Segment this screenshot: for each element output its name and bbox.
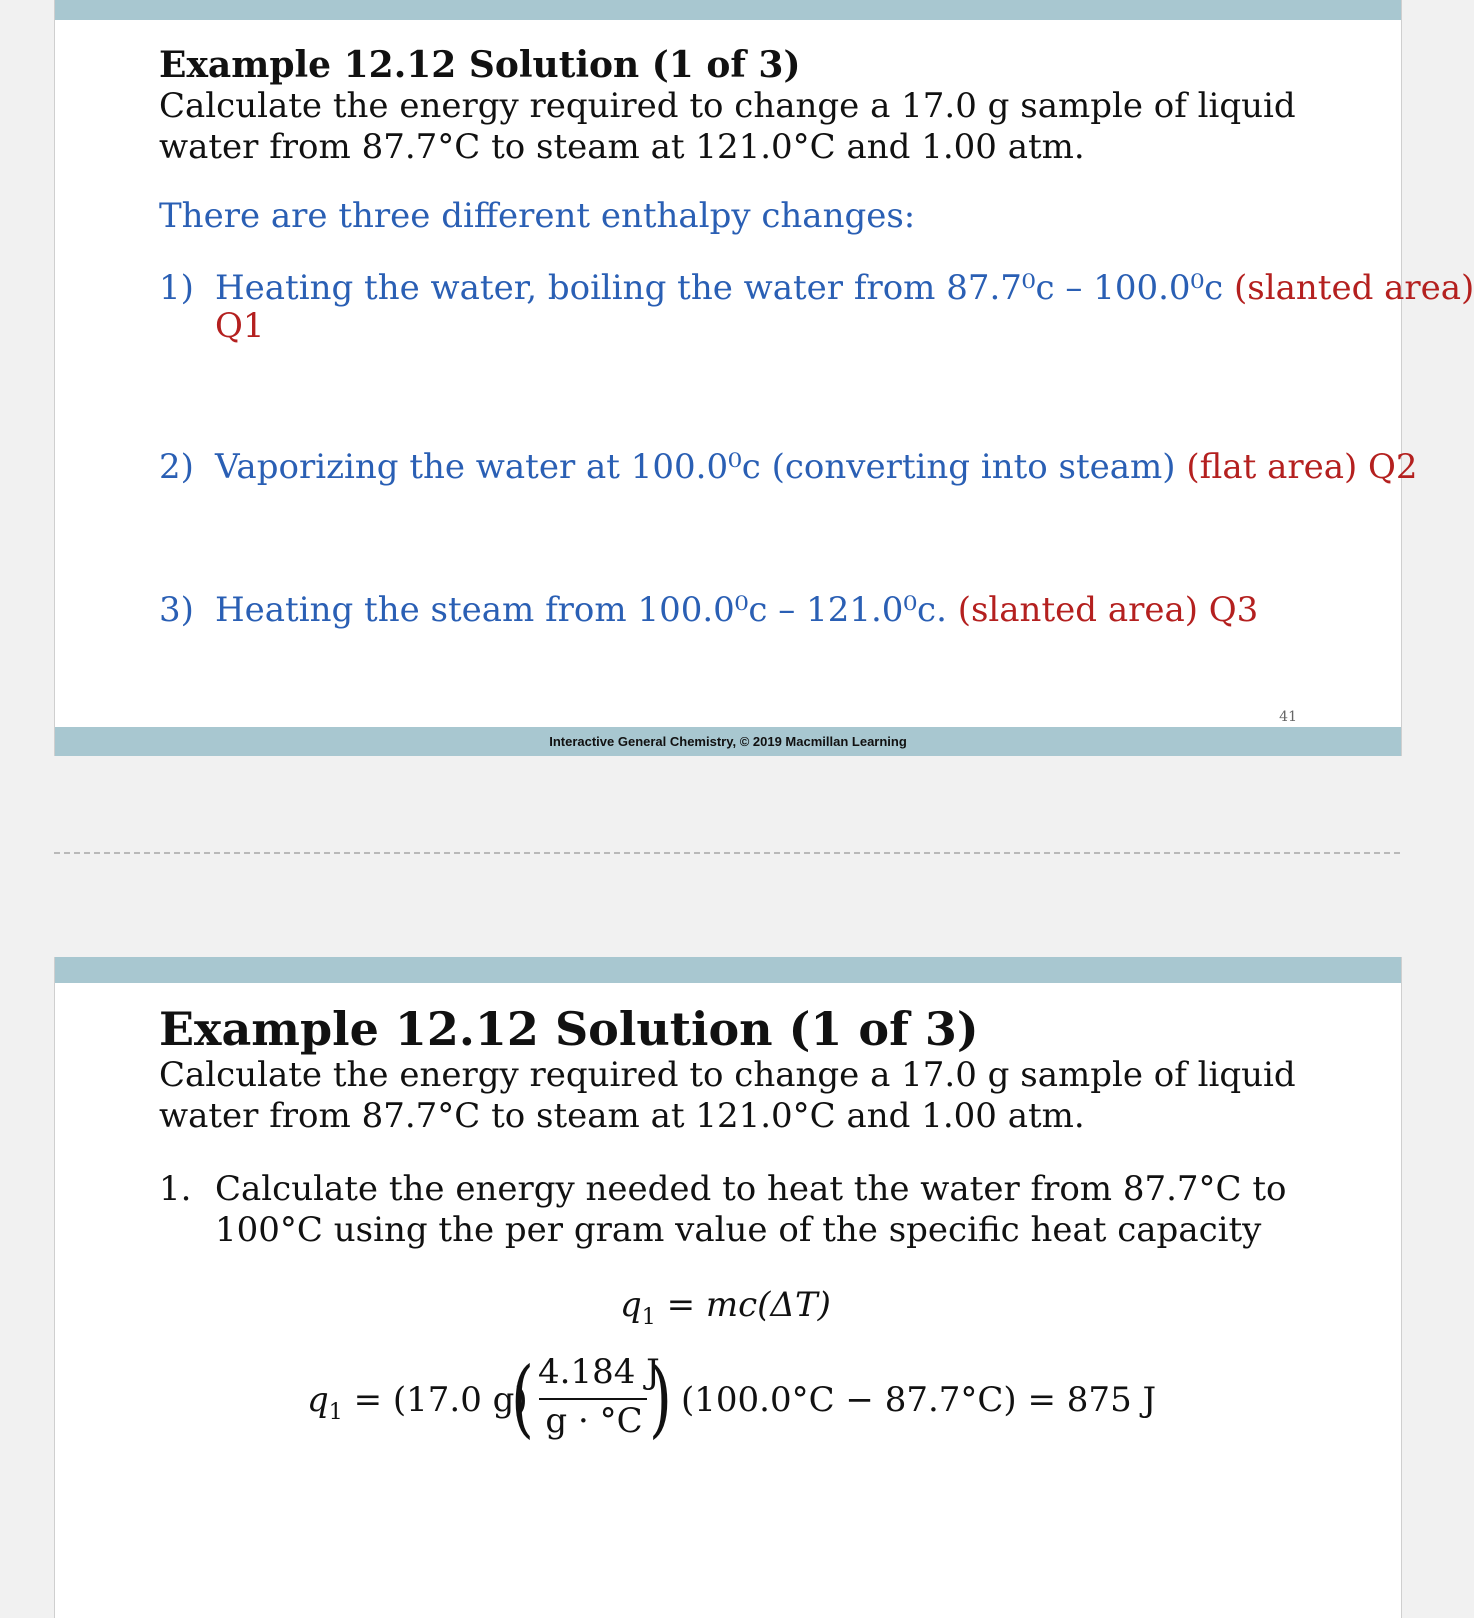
eq2-mass: = (17.0 g) bbox=[353, 1380, 528, 1420]
item-tag-2: (flat area) Q2 bbox=[1186, 447, 1418, 487]
step-line-1: Calculate the energy needed to heat the water from 87.7°C to bbox=[215, 1169, 1287, 1209]
fraction-bar bbox=[539, 1398, 647, 1400]
eq1-q: q bbox=[620, 1285, 642, 1325]
left-paren: ( bbox=[511, 1349, 534, 1447]
question-line-1: Calculate the energy required to change a 17.0 g sample of liquid bbox=[159, 1055, 1296, 1095]
item-text-3: Heating the steam from 100.0⁰c – 121.0⁰c. bbox=[215, 590, 947, 630]
item-text-1: Heating the water, boiling the water from 87.7⁰c – 100.0⁰c bbox=[215, 268, 1224, 308]
item-text-2: Vaporizing the water at 100.0⁰c (converting into steam) bbox=[215, 447, 1176, 487]
question-line-2: water from 87.7°C to steam at 121.0°C and 1.00 atm. bbox=[159, 127, 1085, 167]
page-number: 41 bbox=[1279, 709, 1297, 725]
item-number-3: 3) bbox=[159, 590, 194, 630]
eq2-q: q bbox=[307, 1380, 329, 1420]
list-item-3 bbox=[215, 590, 1258, 630]
slide-top-band bbox=[55, 957, 1401, 983]
eq2-denominator: g · °C bbox=[545, 1401, 643, 1441]
item-tag-1: (slanted area) bbox=[1234, 268, 1474, 308]
equation-q1-calc-lhs bbox=[307, 1380, 528, 1425]
item-tag-3: (slanted area) Q3 bbox=[957, 590, 1259, 630]
question-line-2: water from 87.7°C to steam at 121.0°C and 1.00 atm. bbox=[159, 1096, 1085, 1136]
right-paren: ) bbox=[649, 1349, 672, 1447]
footer-copyright: Interactive General Chemistry, © 2019 Macmillan Learning bbox=[549, 734, 907, 749]
eq1-rhs: = mc(ΔT) bbox=[666, 1285, 831, 1325]
slide-42 bbox=[54, 957, 1402, 1618]
step-number: 1. bbox=[159, 1169, 192, 1209]
eq2-numerator: 4.184 J bbox=[538, 1352, 660, 1392]
eq1-sub: 1 bbox=[641, 1304, 656, 1330]
equation-q1-definition bbox=[620, 1285, 831, 1330]
intro-text: There are three different enthalpy changes: bbox=[159, 196, 916, 236]
eq2-sub: 1 bbox=[328, 1399, 343, 1425]
question-line-1: Calculate the energy required to change a 17.0 g sample of liquid bbox=[159, 86, 1296, 126]
slide-title: Example 12.12 Solution (1 of 3) bbox=[159, 1002, 979, 1056]
page-break-divider bbox=[54, 852, 1400, 854]
item-number-2: 2) bbox=[159, 447, 194, 487]
slide-title: Example 12.12 Solution (1 of 3) bbox=[159, 44, 801, 86]
slide-41 bbox=[54, 0, 1474, 756]
slide-top-band bbox=[55, 0, 1401, 20]
eq2-rest: (100.0°C − 87.7°C) = 875 J bbox=[681, 1380, 1157, 1420]
list-item-1 bbox=[215, 268, 1474, 308]
item-tag-1-q: Q1 bbox=[215, 306, 265, 346]
step-line-2: 100°C using the per gram value of the specific heat capacity bbox=[215, 1210, 1262, 1250]
list-item-2 bbox=[215, 447, 1418, 487]
item-number-1: 1) bbox=[159, 268, 194, 308]
